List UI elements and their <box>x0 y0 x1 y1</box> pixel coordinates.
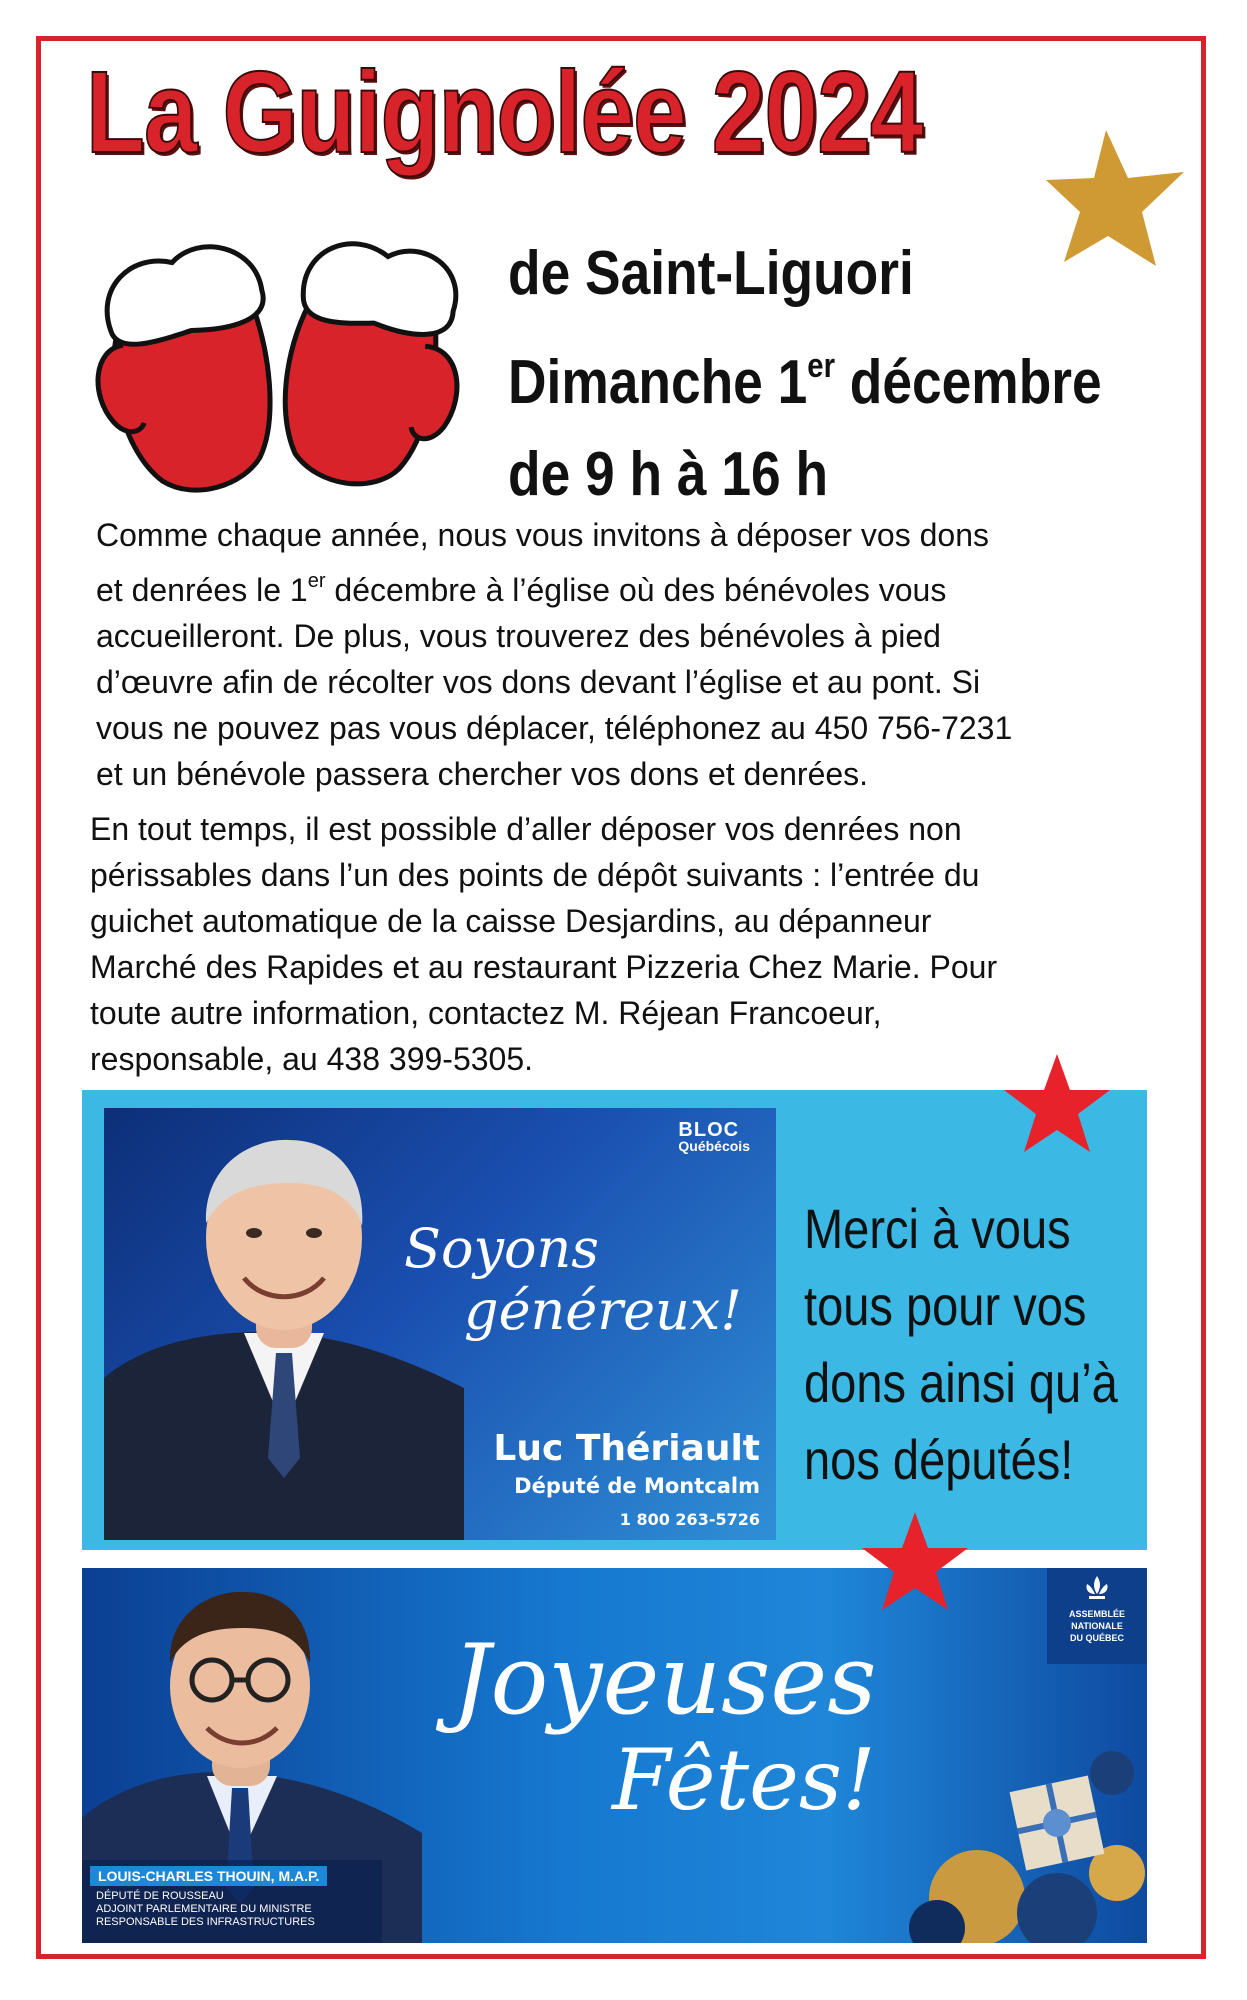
ad1-role: Député de Montcalm <box>514 1474 760 1498</box>
ad2-name: LOUIS-CHARLES THOUIN, M.A.P. <box>90 1866 327 1886</box>
page-title: La Guignolée 2024 <box>86 47 923 177</box>
event-location: de Saint-Liguori <box>508 239 914 308</box>
event-date: Dimanche 1er décembre <box>508 347 1102 417</box>
red-star-icon <box>1002 1052 1112 1162</box>
ad1-name: Luc Thériault <box>493 1428 760 1469</box>
red-star-icon <box>860 1510 970 1620</box>
ad2-greeting: Joyeuses Fêtes! <box>452 1624 877 1829</box>
thanks-message: Merci à vous tous pour vos dons ainsi qu’à nos députés! <box>804 1197 1118 1491</box>
ad1-slogan: Soyons généreux! <box>404 1217 742 1342</box>
event-hours: de 9 h à 16 h <box>508 440 829 509</box>
event-details <box>508 228 1102 521</box>
christmas-ornaments-icon <box>897 1713 1147 1943</box>
paragraph-drop-points: En tout temps, il est possible d’aller déposer vos denrées non périssables dans l’un des points de dépôt suivants : l’entrée du guichet automatique de la caisse Desjardins, au dépanneur Marché des Rapides et au restaurant Pizzeria Chez Marie. Pour toute autre information, contactez M. Réjean Francoeur, responsable, au 438 399-5305. <box>90 811 998 1077</box>
bloc-quebecois-logo: BLOC Québécois <box>678 1119 750 1154</box>
paragraph-invitation: Comme chaque année, nous vous invitons à déposer vos dons et denrées le 1er décembre à l’église où des bénévoles vous accueilleront. De plus, vous trouverez des bénévoles à pied d’œuvre afin de récolter vos dons devant l’église et au pont. Si vous ne pouvez pas vous déplacer, téléphonez au 450 756-7231 et un bénévole passera chercher vos dons et denrées. <box>96 517 1013 792</box>
assembly-label: ASSEMBLÉE NATIONALE DU QUÉBEC <box>1068 1609 1125 1643</box>
mittens-icon <box>88 205 488 495</box>
ad-luc-theriault <box>104 1108 776 1540</box>
banner-louis-charles-thouin <box>82 1568 1147 1943</box>
banner-luc-theriault <box>82 1090 1147 1550</box>
ad1-phone: 1 800 263-5726 <box>619 1510 760 1529</box>
ad2-role: DÉPUTÉ DE ROUSSEAU ADJOINT PARLEMENTAIRE DU MINISTRE RESPONSABLE DES INFRASTRUCTURES <box>96 1890 315 1928</box>
fleur-de-lis-icon <box>1083 1574 1111 1604</box>
